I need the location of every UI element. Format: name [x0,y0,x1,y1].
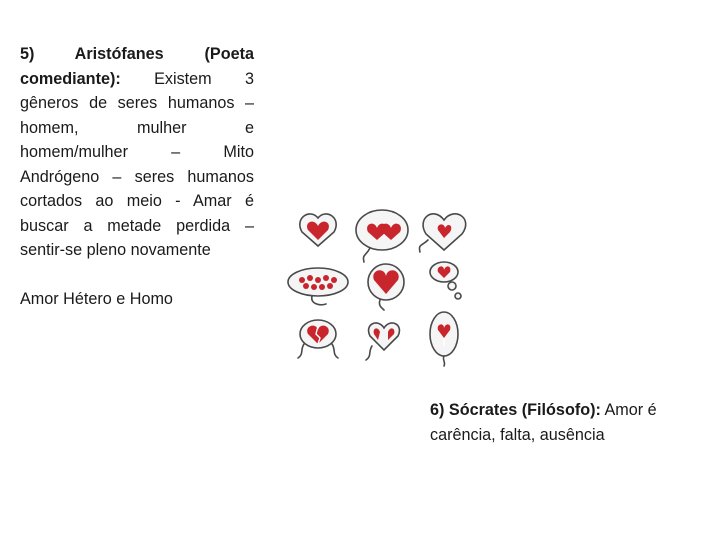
bubble-heart-6 [430,262,461,299]
aristofanes-text [20,42,254,311]
heart-speech-bubbles-icon [282,200,482,370]
bubble-heart-9 [430,312,458,366]
bubble-heart-7 [298,320,338,358]
socrates-body: Amor é carência, falta, ausência [430,401,657,444]
bubble-heart-8 [366,323,399,360]
aristofanes-note: Amor Hétero e Homo [20,289,173,308]
socrates-heading: 6) Sócrates (Filósofo): [430,401,601,419]
aristofanes-paragraph [20,42,254,263]
aristofanes-heading: 5) Aristófanes (Poeta comediante): [20,45,254,88]
socrates-paragraph [430,398,670,447]
bubble-heart-1 [300,214,336,246]
socrates-text [430,398,670,447]
bubble-heart-3 [419,214,465,252]
bubble-heart-5 [368,264,404,310]
bubble-heart-2 [356,210,408,262]
bubble-heart-4 [288,268,348,305]
aristofanes-body: Existem 3 gêneros de seres humanos – homem, mulher e homem/mulher – Mito Andrógeno – seres humanos cortados ao meio - Amar é buscar a metade perdida – sentir-se pleno novamente [20,69,254,259]
